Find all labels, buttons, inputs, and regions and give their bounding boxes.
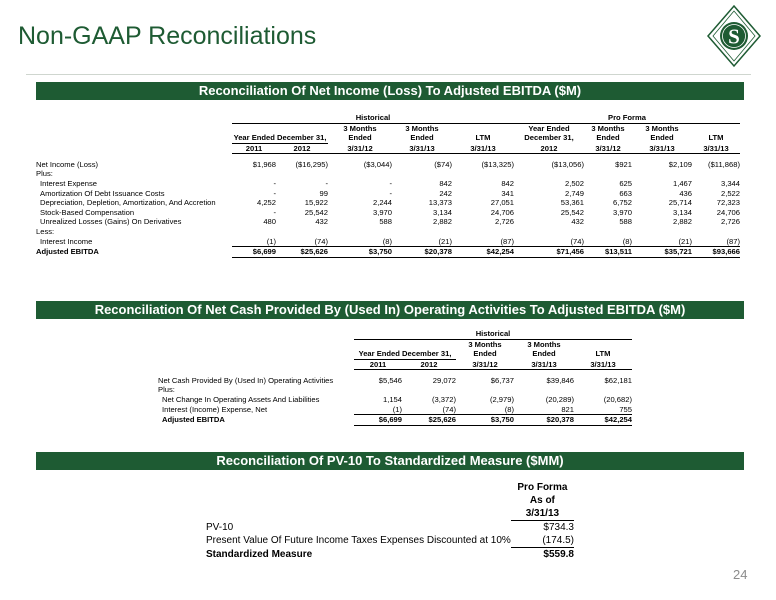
col-header: Ended xyxy=(596,133,620,143)
cell: 480 xyxy=(263,217,276,227)
cell: ($74) xyxy=(434,159,452,169)
cell: (74) xyxy=(514,237,584,247)
col-header: 3 Months xyxy=(645,123,679,133)
cell: - xyxy=(273,179,276,189)
col-header: 3/31/12 xyxy=(584,143,632,154)
cell: ($13,325) xyxy=(481,159,514,169)
cell: $6,699 xyxy=(354,415,402,426)
cell: ($3,044) xyxy=(363,159,392,169)
cell: (8) xyxy=(328,237,392,247)
cell: 13,373 xyxy=(428,198,452,208)
cell: $25,626 xyxy=(402,415,456,426)
row-label: Adjusted EBITDA xyxy=(36,247,99,257)
col-header: 3/31/13 xyxy=(514,359,574,370)
cell: (21) xyxy=(632,237,692,247)
table-row xyxy=(36,237,740,247)
col-header: Ended xyxy=(650,133,674,143)
table-row xyxy=(206,534,574,548)
header-row-1 xyxy=(158,339,632,349)
cell: (87) xyxy=(692,237,740,247)
cell: (8) xyxy=(584,237,632,247)
row-label: Depreciation, Depletion, Amortization, And Accretion xyxy=(40,198,216,208)
col-header: 3 Months xyxy=(405,123,439,133)
col-header: 3/31/12 xyxy=(456,359,514,370)
cell: 15,922 xyxy=(304,198,328,208)
row-label: Net Change In Operating Assets And Liabilities xyxy=(162,395,320,405)
col-header: 3 Months xyxy=(343,123,377,133)
cell: $13,511 xyxy=(584,247,632,258)
logo-letter: S xyxy=(728,24,740,49)
section-header-pv10: Reconciliation Of PV-10 To Standardized Measure ($MM) xyxy=(36,452,744,470)
cell: 588 xyxy=(379,217,392,227)
cell: $5,546 xyxy=(378,375,402,385)
group-historical: Historical xyxy=(232,113,514,123)
cell: ($16,295) xyxy=(295,159,328,169)
col-header: 3 Months xyxy=(468,339,502,349)
cell: 3,344 xyxy=(720,179,740,189)
cell: 432 xyxy=(315,217,328,227)
col-header: LTM xyxy=(475,133,491,143)
col-header: LTM xyxy=(708,133,724,143)
group-pro-forma: Pro Forma xyxy=(514,113,740,123)
col-header: As of xyxy=(529,495,555,506)
cell: $2,109 xyxy=(668,159,692,169)
cell: 2,522 xyxy=(720,188,740,198)
table-row-total xyxy=(36,247,740,258)
table-row xyxy=(158,405,632,415)
cell: (21) xyxy=(392,237,452,247)
col-header: Pro Forma xyxy=(517,482,568,493)
cell: $42,254 xyxy=(452,247,514,258)
cell: $6,737 xyxy=(490,375,514,385)
cell: $6,699 xyxy=(232,247,276,258)
col-header: 3/31/13 xyxy=(452,143,514,154)
table-row xyxy=(206,521,574,535)
table-row xyxy=(158,385,632,395)
col-header: 3/31/13 xyxy=(632,143,692,154)
cell: 72,323 xyxy=(716,198,740,208)
cell: 432 xyxy=(571,217,584,227)
table-row xyxy=(36,160,740,170)
cell: 25,542 xyxy=(304,207,328,217)
cell: ($11,868) xyxy=(708,159,740,169)
cell: (74) xyxy=(276,237,328,247)
cell: $25,626 xyxy=(276,247,328,258)
cell: $20,378 xyxy=(514,415,574,426)
cell: $35,721 xyxy=(632,247,692,258)
table-row xyxy=(36,179,740,189)
cell: 755 xyxy=(574,405,632,415)
row-label: Stock-Based Compensation xyxy=(40,207,135,217)
cell: (1) xyxy=(232,237,276,247)
col-header: Ended xyxy=(410,133,434,143)
net-income-reconciliation-table xyxy=(36,113,740,258)
group-historical: Historical xyxy=(354,329,632,339)
cell: - xyxy=(273,207,276,217)
cell: 3,970 xyxy=(372,207,392,217)
col-header: Year Ended December 31, xyxy=(354,349,456,359)
cell: $93,666 xyxy=(692,247,740,258)
cell: 663 xyxy=(619,188,632,198)
col-header: 2012 xyxy=(276,143,328,154)
row-label: Net Income (Loss) xyxy=(36,159,99,169)
header-row-2 xyxy=(158,349,632,359)
cell: (2,979) xyxy=(489,395,514,405)
col-header: 3 Months xyxy=(591,123,625,133)
cell: 842 xyxy=(501,179,514,189)
row-label: Unrealized Losses (Gains) On Derivatives xyxy=(40,217,182,227)
cell: (87) xyxy=(452,237,514,247)
cell: 1,467 xyxy=(672,179,692,189)
table-row xyxy=(158,376,632,386)
cell: (3,372) xyxy=(431,395,456,405)
cell: $20,378 xyxy=(392,247,452,258)
row-label: Amortization Of Debt Issuance Costs xyxy=(40,188,165,198)
cell: - xyxy=(389,188,392,198)
cell: 842 xyxy=(439,179,452,189)
col-header: 2012 xyxy=(514,143,584,154)
group-header-row xyxy=(158,329,632,339)
col-header: Ended xyxy=(473,349,497,359)
cell: $1,968 xyxy=(252,159,276,169)
col-header: 2012 xyxy=(402,359,456,370)
cell: 24,706 xyxy=(490,207,514,217)
cell: 821 xyxy=(514,405,574,415)
cell: 3,134 xyxy=(672,207,692,217)
col-header: 2011 xyxy=(232,143,276,154)
col-header: Year Ended xyxy=(528,123,570,133)
page-title: Non-GAAP Reconciliations xyxy=(18,22,317,50)
header-row-1 xyxy=(36,123,740,133)
cell: $734.3 xyxy=(543,522,574,533)
cell: 436 xyxy=(679,188,692,198)
cell: 25,542 xyxy=(560,207,584,217)
cell: (20,682) xyxy=(603,395,632,405)
cell: 2,749 xyxy=(564,188,584,198)
table-row-total xyxy=(158,415,632,426)
cell: 2,244 xyxy=(372,198,392,208)
cell: 6,752 xyxy=(612,198,632,208)
row-label: Standardized Measure xyxy=(206,548,313,560)
cell: - xyxy=(273,188,276,198)
cell: $62,181 xyxy=(604,375,632,385)
col-header: December 31, xyxy=(524,133,574,143)
table-row xyxy=(36,227,740,237)
cell: (74) xyxy=(402,405,456,415)
row-label: PV-10 xyxy=(206,521,234,533)
cell: $559.8 xyxy=(543,549,574,560)
title-divider xyxy=(26,74,751,75)
cell: $71,456 xyxy=(514,247,584,258)
row-label: Adjusted EBITDA xyxy=(162,415,225,425)
cell: $3,750 xyxy=(328,247,392,258)
table-row-total xyxy=(206,548,574,562)
cell: 2,882 xyxy=(672,217,692,227)
cell: (1) xyxy=(354,405,402,415)
cell: - xyxy=(325,179,328,189)
cell: 25,714 xyxy=(668,198,692,208)
cell: (174.5) xyxy=(511,534,574,548)
cell: 4,252 xyxy=(256,198,276,208)
col-header: 3/31/13 xyxy=(511,507,574,521)
cell: 53,361 xyxy=(560,198,584,208)
col-header: LTM xyxy=(595,349,611,359)
section-header-net-income: Reconciliation Of Net Income (Loss) To Adjusted EBITDA ($M) xyxy=(36,82,744,100)
col-header: Year Ended December 31, xyxy=(233,133,327,143)
col-header: 3/31/13 xyxy=(392,143,452,154)
cell: $3,750 xyxy=(456,415,514,426)
cell: 2,502 xyxy=(564,179,584,189)
cell: 99 xyxy=(319,188,328,198)
cell: 27,051 xyxy=(490,198,514,208)
cell: (20,289) xyxy=(545,395,574,405)
row-label: Present Value Of Future Income Taxes Expenses Discounted at 10% xyxy=(206,535,511,547)
header-row-3 xyxy=(36,143,740,154)
col-header: 3/31/12 xyxy=(328,143,392,154)
cell: 588 xyxy=(619,217,632,227)
row-label: Plus: xyxy=(158,385,175,395)
cell: 3,970 xyxy=(612,207,632,217)
col-header: 2011 xyxy=(354,359,402,370)
cell: ($13,056) xyxy=(551,159,584,169)
cell: 242 xyxy=(439,188,452,198)
pv10-reconciliation-table xyxy=(206,481,574,561)
table-row xyxy=(36,169,740,179)
header-row-3 xyxy=(158,359,632,370)
col-header: 3/31/13 xyxy=(692,143,740,154)
cell: 29,072 xyxy=(432,375,456,385)
row-label: Net Cash Provided By (Used In) Operating Activities xyxy=(158,375,334,385)
row-label: Interest Expense xyxy=(40,179,97,189)
cell: 3,134 xyxy=(432,207,452,217)
table-row xyxy=(36,198,740,208)
operating-cash-reconciliation-table xyxy=(158,329,632,426)
table-row xyxy=(36,189,740,199)
row-label: Interest (Income) Expense, Net xyxy=(162,404,268,414)
section-header-operating-cash: Reconciliation Of Net Cash Provided By (Used In) Operating Activities To Adjusted EBITDA ($M) xyxy=(36,301,744,319)
table-row xyxy=(36,208,740,218)
col-header: 3 Months xyxy=(527,339,561,349)
cell: (8) xyxy=(456,405,514,415)
cell: - xyxy=(389,179,392,189)
cell: 24,706 xyxy=(716,207,740,217)
col-header: Ended xyxy=(532,349,556,359)
cell: 2,726 xyxy=(720,217,740,227)
cell: 1,154 xyxy=(382,395,402,405)
page-number: 24 xyxy=(733,567,748,582)
cell: $39,846 xyxy=(546,375,574,385)
cell: 2,726 xyxy=(494,217,514,227)
col-header: Ended xyxy=(348,133,372,143)
table-row xyxy=(158,395,632,405)
cell: 2,882 xyxy=(432,217,452,227)
cell: 625 xyxy=(619,179,632,189)
cell: $42,254 xyxy=(574,415,632,426)
row-label: Less: xyxy=(36,227,55,237)
table-row xyxy=(36,217,740,227)
cell: $921 xyxy=(615,159,632,169)
cell: 341 xyxy=(501,188,514,198)
group-header-row xyxy=(36,113,740,123)
col-header: 3/31/13 xyxy=(574,359,632,370)
row-label: Plus: xyxy=(36,169,53,179)
row-label: Interest Income xyxy=(40,236,93,246)
header-row-2 xyxy=(36,133,740,143)
company-logo xyxy=(706,4,762,68)
